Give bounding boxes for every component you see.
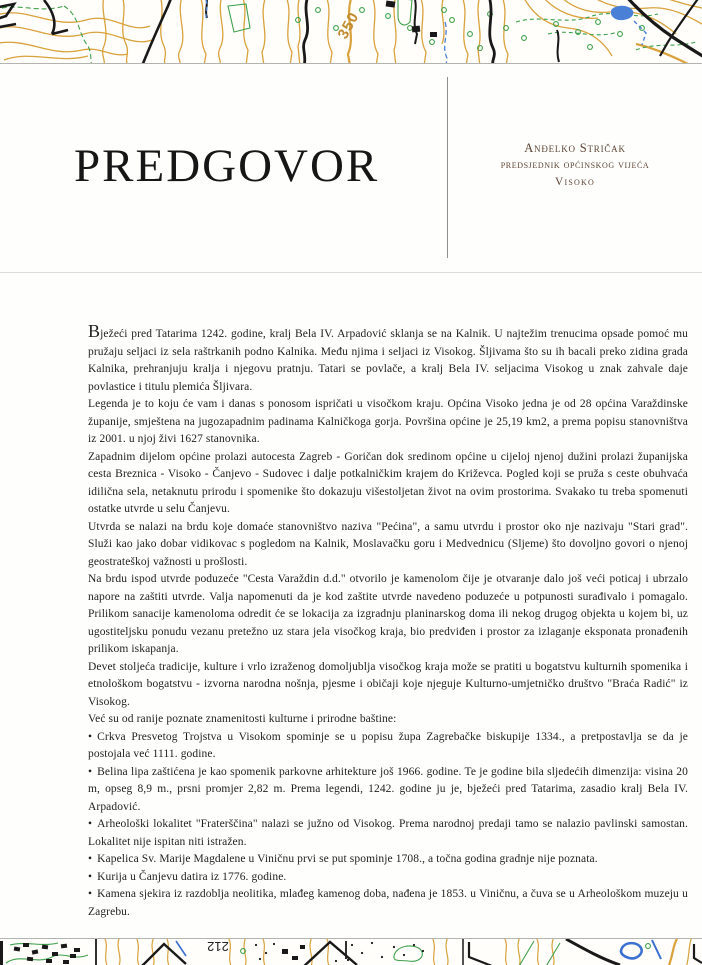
bullet-item: [88, 886, 688, 921]
contour-elevation-label: 212: [207, 939, 229, 954]
bullet-item: [88, 729, 688, 764]
bullet-text: Belina lipa zaštićena je kao spomenik parkovne arhitekture još 1966. godine. Te je godine bila sljedećih dimenzija: visina 20 m, opseg 8,9 m., prsni promjer 2,82 m. Prema legendi, 1242. godine ju je, bježeći pred Tatarima, zasadio kralj Bela IV. Arpadović.: [88, 765, 688, 813]
bullet-text: Kamena sjekira iz razdoblja neolitika, mlađeg kamenog doba, nađena je 1853. u Viničnu, a čuva se u Arheološkom muzeju u Zagrebu.: [88, 888, 688, 918]
paragraph: Utvrda se nalazi na brdu koje domaće stanovništvo naziva "Pećina", a samu utvrdu i prostor oko nje nazivaju "Stari grad". Služi kao jako dobar vidikovac s pogledom na Kalnik, Moslavačku goru i Medvednicu (Sljeme) što dovoljno govori o njenoj geostrateškoj važnosti u prošlosti.: [88, 520, 688, 568]
bullet-text: Crkva Presvetog Trojstva u Visokom spominje se u popisu župa Zagrebačke biskupije 1334., a pretpostavlja se da je postojala već 1111. godine.: [88, 730, 688, 760]
bullet-marker: •: [88, 853, 93, 865]
paragraph: Već su od ranije poznate znamenitosti kulturne i prirodne baštine:: [88, 713, 397, 725]
bullet-item: [88, 764, 688, 817]
paragraph: Na brdu ispod utvrde poduzeće "Cesta Varaždin d.d." otvorilo je kamenolom čije je otvaranje dalo još veći poticaj i ubrzalo napore na zaštiti utvrde. Valja napomenuti da je kod zaštite utvrde navedeno poduzeće u potpunosti surađivalo i pomagalo. Prilikom sanacije kamenoloma odredit će se lokacija za izgradnju planinarskog doma ili nekog drugog objekta u kojem bi, uz ugostiteljsku ponudu vezanu pretežno uz stara jela visočkog kraja, bio predviđen i prostor za izlaganje eksponata pronađenih prilikom iskapanja.: [88, 573, 688, 655]
bullet-marker: •: [88, 730, 93, 743]
horizontal-rule: [0, 272, 702, 273]
lead-initial-letter: B: [88, 321, 101, 341]
paragraph-lead: [88, 321, 688, 396]
bullet-text: Kurija u Čanjevu datira iz 1776. godine.: [97, 870, 287, 883]
author-name: Anđelko Stričak: [524, 141, 626, 155]
bullet-marker: •: [88, 765, 93, 778]
bullet-text: Arheološki lokalitet "Fraterščina" nalazi se južno od Visokog. Prema narodnoj predaji tamo se nalazio pavlinski samostan. Lokalitet nije ispitan niti istražen.: [88, 818, 688, 848]
bullet-marker: •: [88, 870, 93, 883]
bullet-marker: •: [88, 888, 93, 900]
topographic-map-strip-top: [0, 0, 702, 64]
bullet-text: Kapelica Sv. Marije Magdalene u Viničnu prvi se put spominje 1708., a točna godina gradnje nije poznata.: [97, 853, 598, 865]
paragraph: Devet stoljeća tradicije, kulture i vrlo izraženog domoljublja visočkog kraja može se pratiti u bogatstvu kulturnih spomenika i etnološkom bogatstvu - izvorna narodna nošnja, pjesme i običaji koje njeguje Kulturno-umjetničko društvo "Braća Radić" iz Visokog.: [88, 660, 688, 708]
bullet-marker: •: [88, 818, 93, 830]
topographic-map-strip-bottom: [0, 938, 702, 965]
bullet-item: [88, 869, 688, 887]
author-place: Visoko: [555, 176, 595, 188]
author-credit: [455, 139, 695, 191]
bullet-item: [88, 816, 688, 851]
paragraph: Zapadnim dijelom općine prolazi autocesta Zagreb - Goričan dok sredinom općine u cijeloj njenoj dužini prolazi županijska cesta Breznica - Visoko - Čanjevo - Sudovec i dalje potkalničkim krajem do Križevca. Pogled koji se pruža s ceste obuhvaća idilična sela, netaknutu prirodu i spomenike što dokazuju višestoljetan život na ovim prostorima. Svakako tu treba spomenuti ostatke utvrde u selu Čanjevu.: [88, 450, 688, 515]
foreword-body: [88, 321, 688, 921]
road-lines: [96, 939, 702, 965]
contour-lines: [104, 938, 692, 965]
author-role: predsjednik općinskog vijeća: [500, 159, 650, 171]
paragraph: Legenda je to koju će vam i danas s ponosom ispričati u visočkom kraju. Općina Visoko jedna je od 28 općina Varaždinske županije, smještena na jugozapadnim padinama Kalničkoga gorja. Površina općine je 25,19 km2, a prema popisu stanovništva iz 2001. u njoj živi 1627 stanovnika.: [88, 398, 688, 445]
vertical-divider: [447, 77, 448, 258]
lead-paragraph-text: ježeći pred Tatarima 1242. godine, kralj Bela IV. Arpadović sklanja se na Kalnik. U najtežim trenucima opsade pomoć mu pružaju seljaci iz sela raštrkanih podno Kalnika. Među njima i seljaci iz Visokog. Šljivama što su ih bacali preko zidina grada Kalnika, prehranjuju kralja i njegovu pratnju. Tatari se povlače, a kralj Bela IV. seljacima Visokog u znak zahvale daje povlastice i titulu plemića Šljivara.: [88, 328, 688, 393]
page-title: PREDGOVOR: [74, 140, 380, 192]
bullet-item: [88, 851, 688, 869]
contour-elevation-label: 350: [334, 9, 363, 42]
pond-symbol: [611, 6, 634, 20]
